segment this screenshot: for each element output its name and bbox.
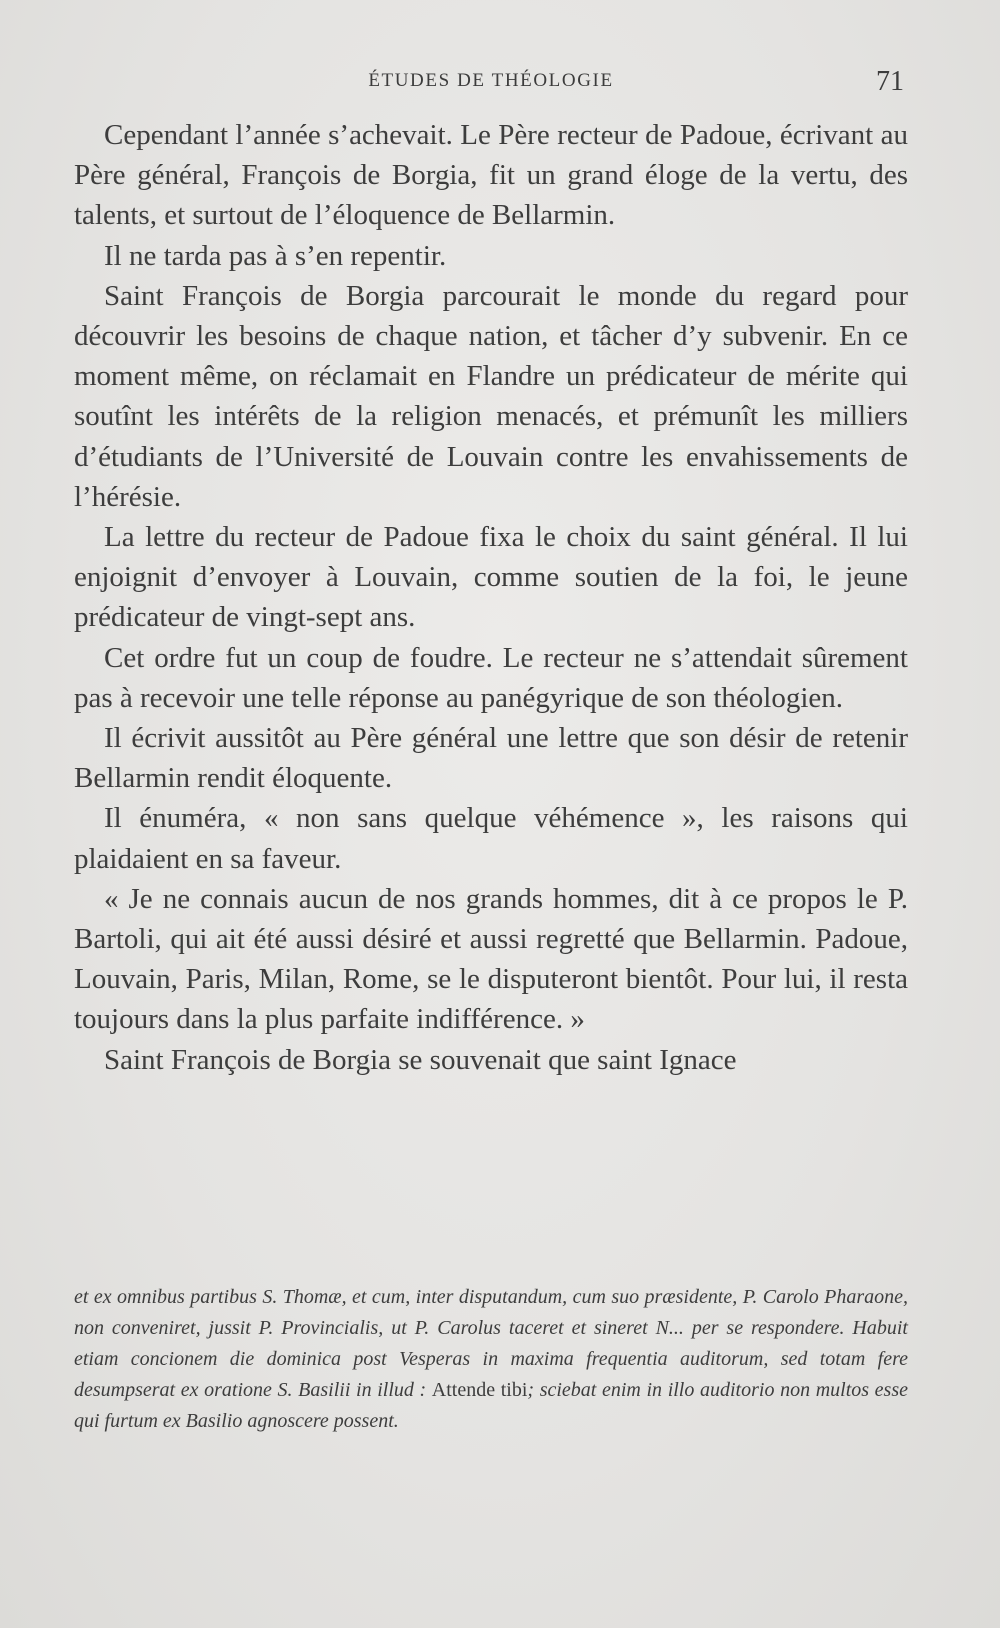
paragraph: Saint François de Borgia se souvenait que saint Ignace bbox=[104, 1043, 737, 1076]
paragraph: Saint François de Borgia parcourait le monde du regard pour découvrir les besoins de chaque nation, et tâcher d’y subvenir. En ce moment même, on réclamait en Flandre un prédicateur de mérite qui soutînt les intérêts de la religion menacés, et prémunît les milliers d’étudiants de l’Université de Louvain contre les envahissements de l’hérésie. bbox=[74, 279, 908, 513]
paragraph: Il énuméra, « non sans quelque véhémence », les raisons qui plaidaient en sa faveur. bbox=[74, 802, 908, 875]
footnote-text-end: ; sciebat enim in illo auditorio non multos esse qui furtum ex Basilio agnoscere possent. bbox=[74, 1379, 909, 1432]
page-header bbox=[74, 66, 908, 106]
footnote-quote: Attende tibi bbox=[431, 1379, 528, 1401]
paragraph: Cet ordre fut un coup de foudre. Le recteur ne s’attendait sûrement pas à recevoir une telle réponse au panégyrique de son théologien. bbox=[74, 641, 908, 714]
footnote bbox=[74, 1282, 908, 1437]
paragraph: Cependant l’année s’achevait. Le Père recteur de Padoue, écrivant au Père général, François de Borgia, fit un grand éloge de la vertu, des talents, et surtout de l’éloquence de Bellarmin. bbox=[74, 119, 908, 232]
main-text bbox=[74, 115, 908, 1080]
paragraph: La lettre du recteur de Padoue fixa le choix du saint général. Il lui enjoignit d’envoyer à Louvain, comme soutien de la foi, le jeune prédicateur de vingt-sept ans. bbox=[74, 521, 908, 634]
paragraph: Il ne tarda pas à s’en repentir. bbox=[104, 239, 447, 272]
page-number: 71 bbox=[876, 66, 904, 97]
paragraph: « Je ne connais aucun de nos grands hommes, dit à ce propos le P. Bartoli, qui ait été aussi désiré et aussi regretté que Bellarmin. Padoue, Louvain, Paris, Milan, Rome, se le disputeront bientôt. Pour lui, il resta toujours dans la plus parfaite indifférence. » bbox=[74, 882, 908, 1036]
paragraph: Il écrivit aussitôt au Père général une lettre que son désir de retenir Bellarmin rendit éloquente. bbox=[74, 722, 908, 795]
footnote-text: et ex omnibus partibus S. Thomæ, et cum, inter disputandum, cum suo præsidente, P. Carolo Pharaone, non conveniret, jussit P. Provincialis, ut P. Carolus taceret et sineret N... per se respondere. Habuit etiam concionem die dominica post Vesperas in maxima frequentia auditorum, sed totam fere desumpserat ex oratione S. Basilii in illud : bbox=[74, 1286, 908, 1401]
running-head: ÉTUDES DE THÉOLOGIE bbox=[368, 70, 614, 91]
